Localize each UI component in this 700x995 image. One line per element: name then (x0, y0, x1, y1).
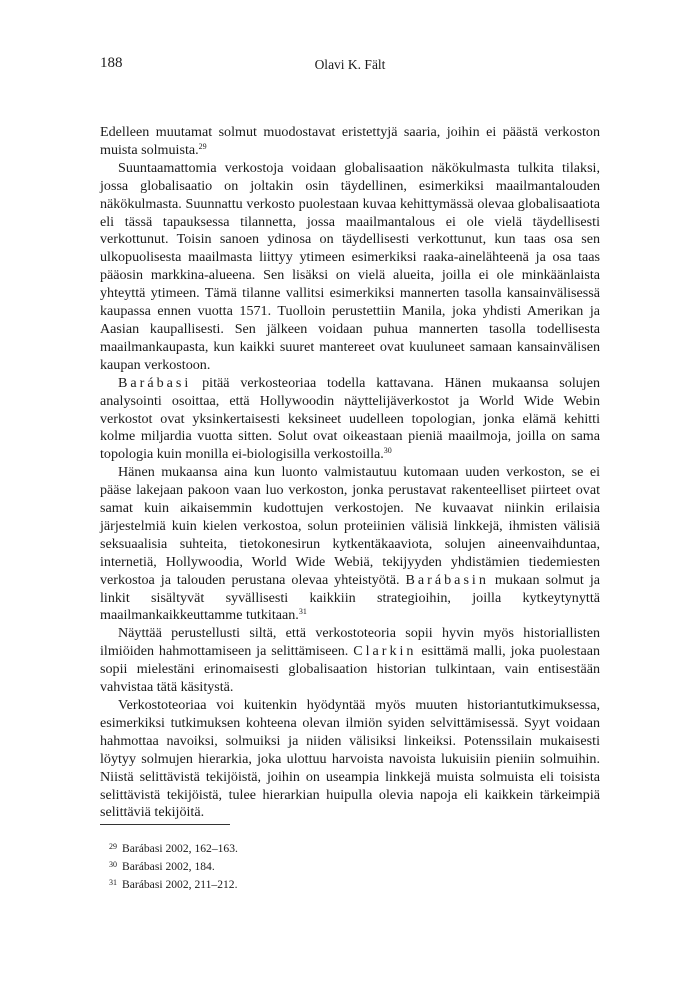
text-run: Suuntaamattomia verkostoja voidaan globalisaation näkökulmasta tulkita tilaksi, jossa globalisaatio on joltakin osin täydellinen, esimerkiksi maailmantalouden näkökulmasta. Suunnattu verkosto puolestaan kuvaa kehittymässä olevaa globalisaatiota eli tässä tapauksessa tilannetta, jossa maailmantalous ei ole vielä täydellisesti verkottunut. Toisin sanoen ydinosa on täydellisesti verkottunut, kun taas osa sen ulkopuolisesta maailmasta liittyy ytimeen esimerkiksi raaka-ainelähteenä ja osa taas pääosin markkina-alueena. Sen lisäksi on vielä alueita, joilla ei ole minkäänlaista yhteyttä ytimeen. Tämä tilanne vallitsi esimerkiksi mannerten tasolla kansainvälisessä kaupassa ennen vuotta 1571. Tuolloin perustettiin Manila, joka yhdisti Amerikan ja Aasian kaupallisesti. Sen jälkeen voidaan puhua mannerten tasolla todellisesta maailmankaupasta, kun kaikki suuret mantereet ovat kuuluneet samaan kansainvälisen kaupan verkostoon. (100, 159, 600, 373)
text-run: pitää verkosteoriaa todella kattavana. Hänen mukaansa solujen analysointi osoittaa, että Hollywoodin näyttelijäverkostot ja World Wide Webin verkostot ovat yksinkertaisesti keksineet uudelleen topologian, jonka elämä kehitti kolme miljardia vuotta sitten. Solut ovat oikeastaan pieniä maailmoja, joilla on sama topologia kuin monilla ei-biologisilla verkostoilla. (100, 374, 600, 463)
footnote-number: 30 (109, 860, 117, 869)
paragraph (100, 625, 600, 697)
footnote-text: Barábasi 2002, 162–163. (122, 842, 238, 855)
footnote-number: 31 (109, 878, 117, 887)
running-head: Olavi K. Fält (314, 57, 386, 72)
footnote (109, 875, 238, 893)
footnote-reference: 30 (383, 446, 392, 456)
paragraph (100, 124, 600, 160)
footnote-text: Barábasi 2002, 211–212. (122, 878, 238, 891)
text-run: Hänen mukaansa aina kun luonto valmistautuu kutomaan uuden verkoston, se ei pääse lakejaan pakoon vaan luo verkoston, jonka perustavat rakenteelliset piirteet ovat samat kuin aikaisemmin kudottujen verkostojen. Ne kuvaavat niinkin erilaisia järjestelmiä kuin kielen verkostoa, solun proteiinien välisiä linkkejä, ihmisten välisiä seksuaalisia suhteita, tietokonesirun kytkentäkaaviota, solujen aineenvaihduntaa, internetiä, Hollywoodia, World Wide Webiä, tekijyyden yhdistämien tiedemiesten verkostoa ja talouden perustana olevaa yhteistyötä. (100, 464, 600, 588)
paragraph (100, 464, 600, 625)
footnote-reference: 29 (198, 141, 207, 151)
text-run: Verkostoteoriaa voi kuitenkin hyödyntää myös muuten historiantutkimuksessa, esimerkiksi tutkimuksen kohteena olevan ilmiön syiden selvittämisessä. Syyt voidaan hahmottaa navoiksi, solmuiksi ja niiden välisiksi linkeiksi. Potenssilain mukaisesti löytyy solmujen hierarkia, joka ulottuu harvoista navoista lukuisiin pieniin solmuihin. Niistä selittävistä tekijöistä, joihin on useampia linkkejä muista solmuista eli toisista selittävistä tekijöistä, tulee hierarkian huipulla olevia napoja eli kaikkein tärkeimpiä selittäviä tekijöitä. (100, 697, 600, 821)
author-name: Clarkin (353, 643, 417, 660)
text-run: mukaan solmut ja linkit sisältyvät syvällisesti kaikkiin strategioihin, joilla kytkeytynyttä maailmankaikkeuttamme tutkitaan. (100, 571, 600, 624)
body-text (100, 124, 600, 822)
paragraph (100, 697, 600, 822)
paragraph (100, 375, 600, 465)
footnote-divider (100, 824, 230, 825)
page-number: 188 (100, 55, 123, 71)
footnote-number: 29 (109, 842, 117, 851)
text-run: Näyttää perustellusti siltä, että verkostoteoria sopii hyvin myös historiallisten ilmiöiden hahmottamiseen ja selittämiseen. (100, 625, 600, 660)
text-run: Edelleen muutamat solmut muodostavat eristettyjä saaria, joihin ei päästä verkoston muista solmuista. (100, 124, 600, 158)
author-name: Barábasin (405, 571, 489, 588)
text-run: esittämä malli, joka puolestaan sopii mielestäni erinomaisesti globalisaation historian tulkintaan, vain entisestään vahvistaa tätä käsitystä. (100, 643, 600, 696)
footnotes (109, 839, 238, 893)
footnote-text: Barábasi 2002, 184. (122, 860, 215, 873)
paragraph (100, 160, 600, 375)
footnote-reference: 31 (298, 607, 307, 617)
footnote (109, 839, 238, 857)
author-name: Barábasi (118, 374, 192, 391)
footnote (109, 857, 238, 875)
